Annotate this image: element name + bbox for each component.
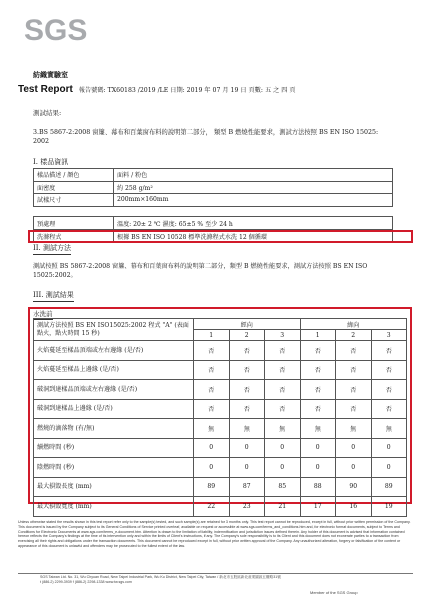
pretreatment-value: 溫度: 20± 2 ℃ 濕度: 65±5 % 至少 24 h	[114, 217, 393, 230]
result-value: 否	[300, 399, 336, 419]
result-value: 85	[265, 477, 301, 497]
result-item-label: 破洞到達樣品頂端或左右邊緣 (是/否)	[34, 380, 194, 400]
result-value: 無	[300, 419, 336, 439]
result-value: 否	[194, 399, 230, 419]
test-results-heading: 測試結果:	[33, 109, 62, 117]
result-value: 否	[336, 341, 372, 361]
result-item-label: 陰燃時間 (秒)	[34, 458, 194, 478]
result-value: 22	[194, 497, 230, 517]
standard-description: 3.BS 5867-2:2008 窗簾、幕布和百葉窗布料的說明第二部分， 類型 B 燃燒性能要求，測試方法按照 BS EN ISO 15025: 2002	[33, 129, 379, 145]
result-value: 否	[336, 399, 372, 419]
footer-address	[40, 575, 281, 585]
result-value: 0	[371, 438, 407, 458]
table-row	[34, 458, 407, 478]
section-test-results-title: III. 測試結果	[33, 290, 74, 302]
specimen-number: 2	[336, 330, 372, 341]
wash-procedure-label: 洗滌程式	[34, 230, 114, 243]
result-value: 無	[265, 419, 301, 439]
table-row	[34, 419, 407, 439]
section-sample-info-title: I. 樣品資訊	[33, 157, 68, 169]
result-value: 否	[336, 380, 372, 400]
result-value: 無	[194, 419, 230, 439]
table-row	[34, 360, 407, 380]
density-value: 約 258 g/m²	[114, 181, 393, 194]
result-value: 23	[229, 497, 265, 517]
sgs-logo	[22, 12, 96, 46]
result-value: 0	[229, 438, 265, 458]
footer-divider	[18, 573, 413, 574]
result-value: 否	[194, 380, 230, 400]
result-value: 否	[265, 341, 301, 361]
result-value: 否	[265, 360, 301, 380]
specimen-number: 3	[265, 330, 301, 341]
sample-desc-label: 樣品描述 / 顏色	[34, 169, 114, 182]
result-value: 否	[194, 360, 230, 380]
wash-procedure-value: 根據 BS EN ISO 10528 標準洗滌程式水洗 12 個循環	[114, 230, 393, 243]
result-value: 0	[371, 458, 407, 478]
result-value: 否	[336, 360, 372, 380]
table-row	[34, 399, 407, 419]
lab-name: 紡織實驗室	[33, 70, 68, 79]
table-row	[34, 380, 407, 400]
result-value: 0	[300, 438, 336, 458]
result-value: 0	[229, 458, 265, 478]
specimen-number: 1	[300, 330, 336, 341]
specimen-number: 3	[371, 330, 407, 341]
result-value: 否	[265, 399, 301, 419]
method-header: 測試方法按照 BS EN ISO15025:2002 程式 "A" (表面點火，點火時間 15 秒)	[34, 319, 194, 341]
result-value: 否	[229, 399, 265, 419]
logo-text: SGS	[24, 14, 88, 46]
result-value: 0	[194, 458, 230, 478]
result-value: 17	[300, 497, 336, 517]
table-row	[34, 217, 393, 230]
report-info: 報告號碼: TX60183 /2019 /LE 日期: 2019 年 07 月 19 日 頁數: 五 之 四 頁	[78, 87, 296, 94]
result-value: 90	[336, 477, 372, 497]
result-value: 0	[265, 438, 301, 458]
result-value: 88	[300, 477, 336, 497]
result-item-label: 最大損毀長度 (mm)	[34, 477, 194, 497]
result-value: 否	[371, 399, 407, 419]
result-value: 否	[371, 341, 407, 361]
result-value: 否	[194, 341, 230, 361]
result-item-label: 續燃時間 (秒)	[34, 438, 194, 458]
table-row	[34, 194, 393, 207]
result-value: 否	[229, 360, 265, 380]
result-item-label: 火焰蔓延至樣品頂端或左右邊緣 (是/否)	[34, 341, 194, 361]
result-item-label: 燃燒的滴落物 (有/無)	[34, 419, 194, 439]
result-value: 否	[300, 380, 336, 400]
address-text: SGS Taiwan Ltd. No. 31, Wu Chyuan Road, New Taipei Industrial Park, Wu Ku District, New Taipei City, Taiwan / 新北市五股區新北產業園區五權路31號	[40, 575, 281, 579]
result-value: 無	[336, 419, 372, 439]
footer-disclaimer: Unless otherwise stated the results shown in this test report refer only to the sample(s) tested, and such sample(s) are retained for 3 months only. This test report cannot be reproduced, except in full, without prior written permission of the Company. This document is issued by the Company subject to its General Conditions of Service printed overleaf, available on request or accessible at www.sgs.com/terms_and_conditions.htm and, for electronic format documents, subject to Terms and Conditions for Electronic Documents at www.sgs.com/terms_e-document.htm. Attention is drawn to the limitation of liability, indemnification and jurisdiction issues defined therein. Any holder of this document is advised that information contained hereon reflects the Company's findings at the time of its intervention only and within the limits of Client's instructions, if any. The Company's sole responsibility is to its Client and this document does not exonerate parties to a transaction from exercising all their rights and obligations under the transaction documents. This document cannot be reproduced except in full, without prior written approval of the Company. Any unauthorized alteration, forgery or falsification of the content or appearance of this document is unlawful and offenders may be prosecuted to the fullest extent of the law.	[18, 520, 411, 548]
result-value: 否	[300, 360, 336, 380]
table-row	[34, 181, 393, 194]
table-row	[34, 497, 407, 517]
section-test-method-title: II. 測試方法	[33, 243, 71, 255]
table-row	[34, 169, 393, 182]
wash-procedure-highlight	[28, 230, 413, 243]
result-value: 否	[300, 341, 336, 361]
result-item-label: 破洞到達樣品上邊緣 (是/否)	[34, 399, 194, 419]
result-item-label: 火焰蔓延至樣品上邊緣 (是/否)	[34, 360, 194, 380]
weft-header: 緯向	[300, 319, 407, 330]
pretreatment-label: 預處理	[34, 217, 114, 230]
result-item-label: 最大損毀寬度 (mm)	[34, 497, 194, 517]
report-title: Test Report	[18, 84, 73, 95]
density-label: 面密度	[34, 181, 114, 194]
table-row	[34, 477, 407, 497]
contact-text: t (886-2) 2299-3939 f (886-2) 2298-1338 www.tw.sgs.com	[40, 580, 132, 584]
result-value: 否	[371, 360, 407, 380]
table-row	[34, 341, 407, 361]
result-value: 0	[336, 438, 372, 458]
result-value: 無	[229, 419, 265, 439]
result-value: 否	[229, 341, 265, 361]
sample-info-table	[33, 168, 393, 207]
table-row	[34, 438, 407, 458]
sample-desc-value: 面料 / 粉色	[114, 169, 393, 182]
specimen-size-label: 試樣尺寸	[34, 194, 114, 207]
specimen-number: 1	[194, 330, 230, 341]
result-value: 否	[229, 380, 265, 400]
result-value: 0	[300, 458, 336, 478]
test-method-text: 測試按照 BS 5867-2:2008 窗簾、幕布和百葉窗布料的說明第二部分，類型 B 燃燒性能要求，測試方法按照 BS EN ISO 15025:2002。	[33, 263, 368, 279]
result-value: 無	[371, 419, 407, 439]
result-value: 89	[371, 477, 407, 497]
result-value: 否	[265, 380, 301, 400]
specimen-size-value: 200mm×160mm	[114, 194, 393, 207]
specimen-number: 2	[229, 330, 265, 341]
result-value: 89	[194, 477, 230, 497]
result-value: 否	[371, 380, 407, 400]
member-of-group: Member of the SGS Group	[310, 590, 358, 595]
result-value: 21	[265, 497, 301, 517]
results-table	[33, 318, 407, 517]
result-value: 19	[371, 497, 407, 517]
result-value: 0	[194, 438, 230, 458]
result-value: 16	[336, 497, 372, 517]
table-header-row	[34, 319, 407, 330]
result-value: 0	[265, 458, 301, 478]
result-value: 87	[229, 477, 265, 497]
report-header-line	[18, 84, 296, 95]
warp-header: 經向	[194, 319, 301, 330]
result-value: 0	[336, 458, 372, 478]
before-wash-label: 水洗前	[33, 310, 53, 318]
